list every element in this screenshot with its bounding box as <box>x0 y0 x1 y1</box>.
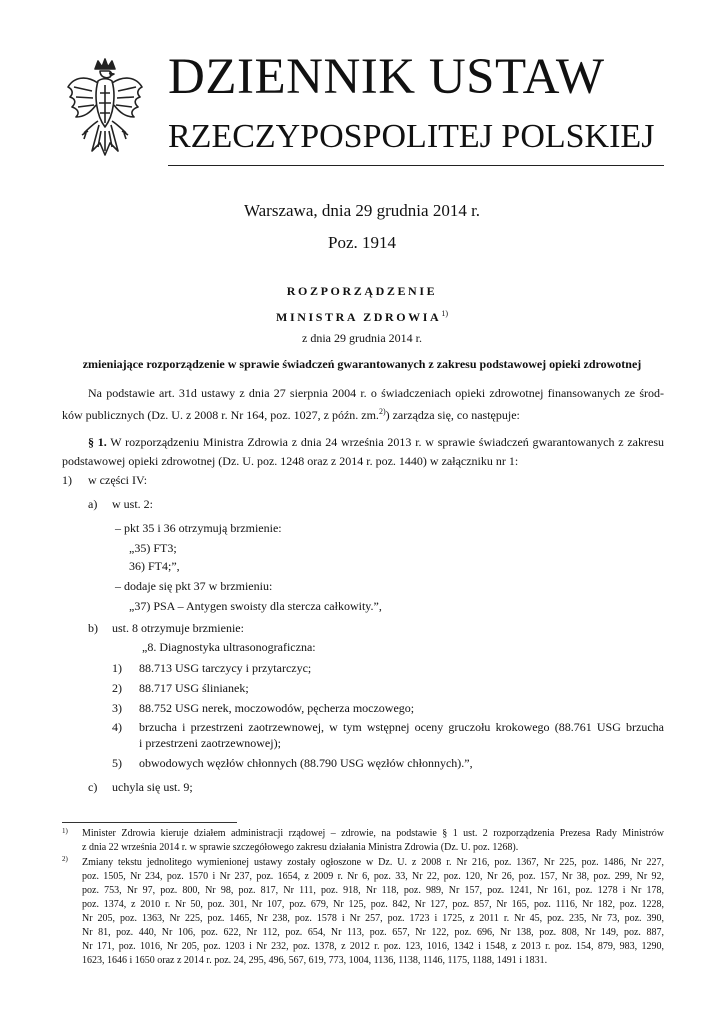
letter-a-text: w ust. 2: <box>112 497 154 511</box>
footnote-ref: 2) <box>378 407 386 416</box>
paragraph-1-line-1 <box>88 434 664 450</box>
sub-item-number: 4) <box>112 720 122 734</box>
paragraph-text: W rozporządzeniu Ministra Zdrowia z dnia 24 września 2013 r. w sprawie świadczeń gwarantowanych z zakresu <box>106 435 664 449</box>
preamble-text-end: ) zarządza się, co następuje: <box>385 408 520 422</box>
item-number: 1) <box>62 473 72 487</box>
footnote-number: 1) <box>62 827 68 835</box>
footnote-1-line-2: z dnia 22 września 2014 r. w sprawie szczegółowego zakresu działania Ministra Zdrowia (Dz. U. poz. 1268). <box>82 842 519 853</box>
letter-c-text: uchyla się ust. 9; <box>112 780 193 794</box>
publication-date: Warszawa, dnia 29 grudnia 2014 r. <box>243 201 481 220</box>
footnote-number: 2) <box>62 855 68 863</box>
paragraph-label: § 1. <box>88 435 107 449</box>
sub-item-number: 3) <box>112 701 122 715</box>
footnote-ref: 1) <box>441 309 448 318</box>
dash-item-1: – pkt 35 i 36 otrzymują brzmienie: <box>115 521 282 535</box>
footnote-2-line: Nr 171, poz. 1016, Nr 205, poz. 1203 i Nr 232, poz. 1378, z 2012 r. poz. 123, 1016, 1342 i 1548, z 2013 r. poz. 154, 879, 983, 1290, <box>82 941 664 952</box>
footnote-2-line: poz. 1505, Nr 234, poz. 1570 i Nr 237, poz. 1654, z 2009 r. Nr 6, poz. 33, Nr 22, poz. 120, Nr 26, poz. 157, Nr 38, poz. 299, Nr 92, <box>82 871 664 882</box>
letter-b: b) <box>88 621 98 635</box>
sub-item-text: 88.752 USG nerek, moczowodów, pęcherza moczowego; <box>139 701 415 715</box>
act-issuer <box>0 309 724 325</box>
journal-title: DZIENNIK USTAW <box>168 49 605 105</box>
quote-37: „37) PSA – Antygen swoisty dla stercza całkowity.”, <box>129 599 382 613</box>
footnote-rule <box>62 822 237 823</box>
letter-b-text: ust. 8 otrzymuje brzmienie: <box>112 621 244 635</box>
issuer-name: MINISTRA ZDROWIA <box>276 310 442 324</box>
footnote-2-line: poz. 1374, z 2010 r. Nr 50, poz. 301, Nr 107, poz. 679, Nr 125, poz. 842, Nr 127, poz. 857, Nr 165, poz. 1116, Nr 182, poz. 1228, <box>82 899 664 910</box>
item-text: w części IV: <box>88 473 148 487</box>
act-subject: zmieniające rozporządzenie w sprawie świadczeń gwarantowanych z zakresu podstawowej opieki zdrowotnej <box>82 357 642 371</box>
sub-item-number: 5) <box>112 756 122 770</box>
position-number: Poz. 1914 <box>328 233 396 252</box>
footnote-1-line-1: Minister Zdrowia kieruje działem administracji rządowej – zdrowie, na podstawie § 1 ust. 2 rozporządzenia Prezesa Rady Ministrów <box>82 828 664 839</box>
sub-item-text-cont: i przestrzeni zaotrzewnowej); <box>139 736 281 750</box>
quote-35: „35) FT3; <box>129 541 177 555</box>
polish-eagle-emblem-icon <box>62 55 148 165</box>
quote-section-8: „8. Diagnostyka ultrasonograficzna: <box>142 640 316 654</box>
dash-item-2: – dodaje się pkt 37 w brzmieniu: <box>115 579 273 593</box>
journal-subtitle: RZECZYPOSPOLITEJ POLSKIEJ <box>168 118 655 155</box>
footnote-2-line: Nr 81, poz. 440, Nr 106, poz. 622, Nr 112, poz. 654, Nr 113, poz. 657, Nr 122, poz. 696, Nr 138, poz. 808, Nr 149, poz. 887, <box>82 927 664 938</box>
sub-item-text: 88.717 USG ślinianek; <box>139 681 249 695</box>
act-kind: ROZPORZĄDZENIE <box>286 284 438 298</box>
quote-36: 36) FT4;”, <box>129 559 180 573</box>
footnote-2-line: Zmiany tekstu jednolitego wymienionej ustawy zostały ogłoszone w Dz. U. z 2008 r. Nr 216, poz. 1367, Nr 225, poz. 1486, Nr 227, <box>82 857 664 868</box>
sub-item-number: 2) <box>112 681 122 695</box>
footnote-2-line: poz. 753, Nr 97, poz. 800, Nr 98, poz. 817, Nr 111, poz. 918, Nr 118, poz. 989, Nr 157, poz. 1241, Nr 161, poz. 1278 i Nr 178, <box>82 885 664 896</box>
sub-item-number: 1) <box>112 661 122 675</box>
footnote-2-line: Nr 205, poz. 1363, Nr 225, poz. 1465, Nr 238, poz. 1578 i Nr 257, poz. 1723 i 1725, z 2011 r. Nr 45, poz. 235, Nr 73, poz. 390, <box>82 913 664 924</box>
header-rule <box>168 165 664 166</box>
letter-c: c) <box>88 780 98 794</box>
preamble-line-2 <box>62 404 520 423</box>
preamble-text: ków publicznych (Dz. U. z 2008 r. Nr 164, poz. 1027, z późn. zm. <box>62 408 379 422</box>
preamble-line-1: Na podstawie art. 31d ustawy z dnia 27 sierpnia 2004 r. o świadczeniach opieki zdrowotnej finansowanych ze środ- <box>88 386 664 400</box>
paragraph-1-line-2: podstawowej opieki zdrowotnej (Dz. U. poz. 1248 oraz z 2014 r. poz. 1440) w załączniku nr 1: <box>62 454 519 468</box>
footnote-2-line: 1623, 1646 i 1650 oraz z 2014 r. poz. 24, 295, 496, 567, 619, 773, 1004, 1136, 1138, 1146, 1175, 1188, 1491 i 1831. <box>82 955 548 966</box>
act-issue-date: z dnia 29 grudnia 2014 r. <box>302 331 422 345</box>
sub-item-text: obwodowych węzłów chłonnych (88.790 USG węzłów chłonnych).”, <box>139 756 473 770</box>
letter-a: a) <box>88 497 98 511</box>
sub-item-text: brzucha i przestrzeni zaotrzewnowej, w tym wstępnej oceny gruczołu krokowego (88.761 USG brzucha <box>139 720 664 734</box>
sub-item-text: 88.713 USG tarczycy i przytarczyc; <box>139 661 312 675</box>
